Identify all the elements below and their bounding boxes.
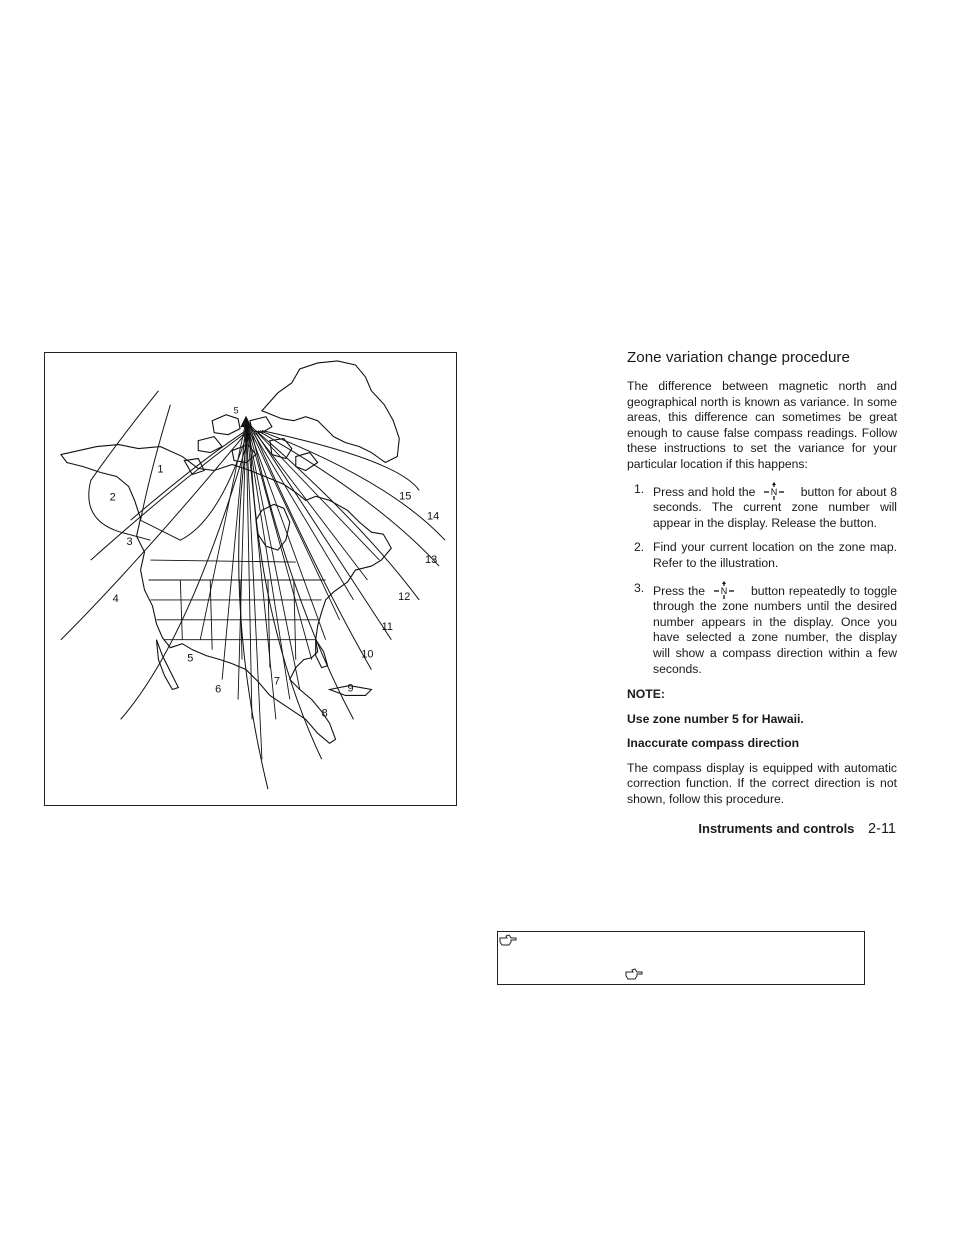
baja-peninsula-outline — [156, 640, 178, 690]
page-number: 2-11 — [868, 821, 896, 837]
step-3: 3. Press the N button repeatedly to toggle through the zone numbers until the desired number appears in the display. Once you have selected a zone number, the display will show a compass direction within a few seconds. — [634, 580, 898, 676]
zone-label: 10 — [361, 648, 374, 661]
variance-line — [246, 421, 300, 690]
subtext-paragraph: The compass display is equipped with automatic correction function. If the correct direction is not shown, follow this procedure. — [627, 760, 897, 807]
svg-text:N: N — [720, 585, 728, 596]
note-box — [497, 931, 865, 985]
zone-label: 15 — [399, 490, 412, 503]
svg-text:N: N — [770, 486, 778, 497]
procedure-steps — [627, 482, 897, 678]
compass-n-button-icon — [763, 482, 785, 500]
zone-label: 8 — [321, 707, 328, 720]
variance-line — [246, 421, 367, 580]
note-text: Use zone number 5 for Hawaii. — [627, 711, 804, 726]
zone-label: 6 — [215, 683, 222, 696]
zone-label: 1 — [157, 463, 164, 476]
pointing-hand-icon — [499, 934, 517, 946]
magnetic-pole-marker — [241, 417, 251, 427]
zone-label: 7 — [273, 675, 280, 688]
zone-label: 12 — [398, 590, 411, 603]
zone-label: 14 — [427, 510, 440, 523]
step-2: 2. Find your current location on the zone map. Refer to the illustration. — [634, 540, 897, 570]
north-america-outline — [61, 445, 394, 744]
north-america-zone-map — [45, 353, 456, 805]
zone-label: 11 — [381, 620, 394, 633]
note-label: NOTE: — [627, 687, 665, 702]
compass-n-button-icon — [713, 581, 735, 599]
footer-section-title: Instruments and controls — [698, 821, 855, 836]
instruction-column — [627, 348, 897, 817]
zone-label: 9 — [347, 682, 354, 695]
zone-map-illustration — [44, 352, 457, 806]
zone-label: 4 — [112, 592, 119, 605]
step-1: 1. Press and hold the N button for about 8 seconds. The current zone number will appear in the display. Release the button. — [634, 481, 897, 530]
section-heading: Zone variation change procedure — [627, 349, 850, 366]
intro-paragraph: The difference between magnetic north and geographical north is known as variance. In some areas, this difference can sometimes be great enough to cause false compass readings. Follow these instructions to set the variance for your particular location if this happens: — [627, 379, 897, 471]
variance-lines — [200, 417, 379, 759]
zone-label: 5 — [187, 652, 194, 665]
page-footer — [580, 821, 896, 837]
zone-label: 3 — [126, 536, 133, 549]
pole-zone-label: 5 — [233, 405, 239, 416]
pointing-hand-icon — [625, 968, 643, 980]
zone-label: 13 — [425, 554, 438, 567]
subheading: Inaccurate compass direction — [627, 736, 800, 751]
zone-label: 2 — [109, 491, 116, 504]
